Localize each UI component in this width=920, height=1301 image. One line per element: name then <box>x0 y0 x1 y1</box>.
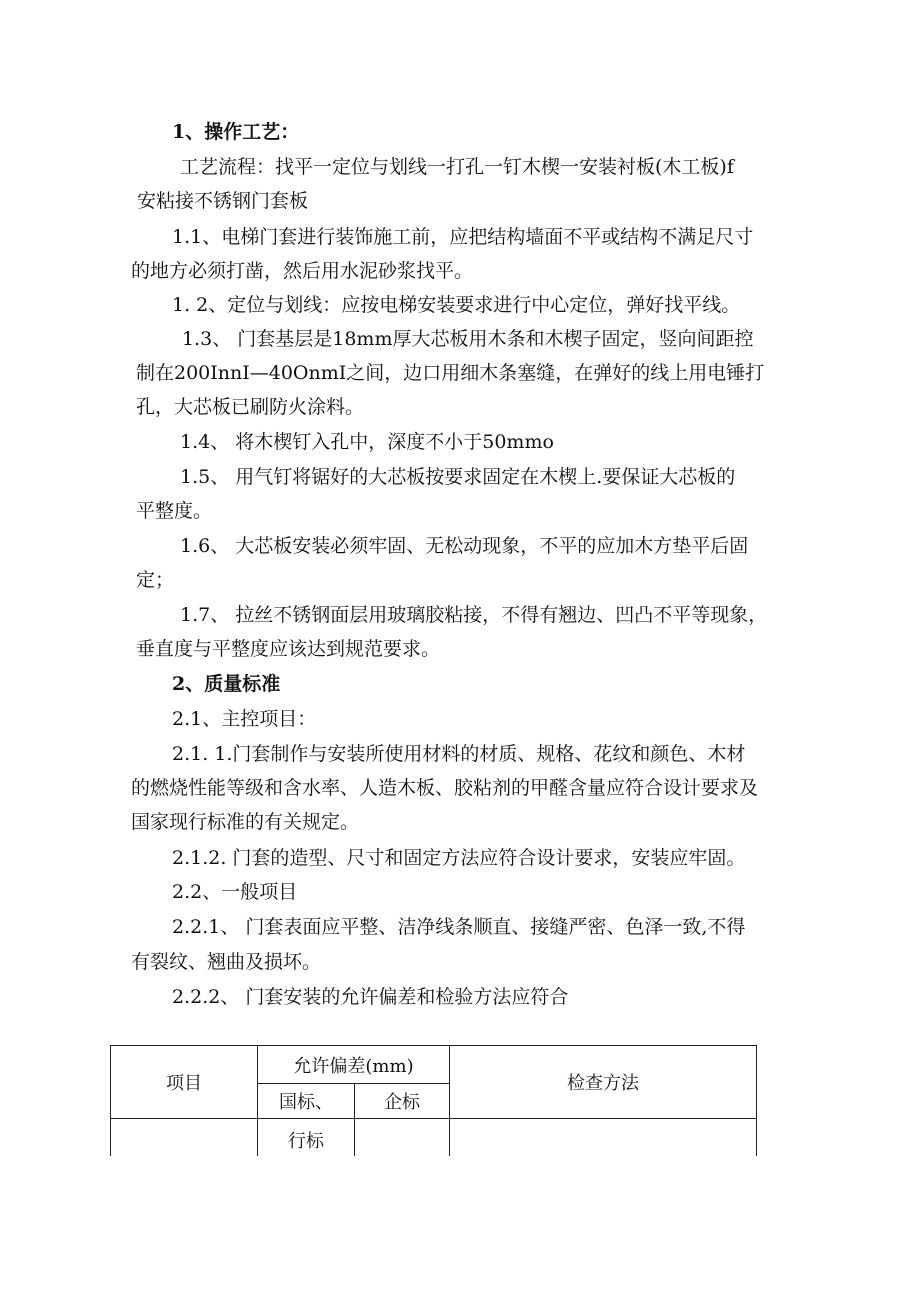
paragraph-line: 2.2.1、 门套表面应平整、洁净线条顺直、接缝严密、色泽一致,不得 <box>172 916 746 938</box>
paragraph-line: 国家现行标准的有关规定。 <box>131 811 360 833</box>
subheader-national: 国标、 <box>258 1084 355 1119</box>
table-cell <box>111 1119 258 1157</box>
paragraph-line: 垂直度与平整度应该达到规范要求。 <box>136 638 441 660</box>
table-cell <box>450 1119 757 1157</box>
paragraph-line: 1.6、 大芯板安装必须牢固、无松动现象，不平的应加木方垫平后固 <box>180 535 749 557</box>
paragraph-line: 孔，大芯板已刷防火涂料。 <box>136 396 365 418</box>
tolerance-table <box>110 1045 757 1156</box>
paragraph-line: 1.1、电梯门套进行装饰施工前，应把结构墙面不平或结构不满足尺寸 <box>172 226 754 248</box>
paragraph-line: 1. 2、定位与划线：应按电梯安装要求进行中心定位，弹好找平线。 <box>172 294 741 316</box>
paragraph-line: 定； <box>136 569 175 591</box>
table-cell-industry: 行标 <box>258 1119 355 1157</box>
paragraph-line: 2.1、主控项目： <box>172 708 317 730</box>
paragraph-line: 有裂纹、翘曲及损坏。 <box>131 951 322 973</box>
table-cell <box>355 1119 450 1157</box>
paragraph-line: 制在200InnI—40OnmI之间，边口用细木条塞缝，在弹好的线上用电锤打 <box>136 362 765 384</box>
paragraph-line: 安粘接不锈钢门套板 <box>137 190 309 212</box>
paragraph-line: 工艺流程：找平一定位与划线一打孔一钉木楔一安装衬板(木工板)f <box>180 156 734 178</box>
paragraph-line: 平整度。 <box>136 500 213 522</box>
paragraph-line: 1.5、 用气钉将锯好的大芯板按要求固定在木楔上.要保证大芯板的 <box>180 466 736 488</box>
paragraph-line: 2.2.2、 门套安装的允许偏差和检验方法应符合 <box>172 986 569 1008</box>
paragraph-line: 1.3、 门套基层是18mm厚大芯板用木条和木楔子固定，竖向间距控 <box>182 328 754 350</box>
paragraph-line: 的地方必须打凿，然后用水泥砂浆找平。 <box>131 260 474 282</box>
heading-operation-process: 1、操作工艺： <box>172 121 300 143</box>
header-item: 项目 <box>111 1046 258 1119</box>
paragraph-line: 1.4、 将木楔钉入孔中，深度不小于50mmo <box>180 431 554 453</box>
header-method: 检查方法 <box>450 1046 757 1119</box>
subheader-enterprise: 企标 <box>355 1084 450 1119</box>
paragraph-line: 1.7、 拉丝不锈钢面层用玻璃胶粘接，不得有翘边、凹凸不平等现象， <box>180 604 768 626</box>
heading-quality-standard: 2、质量标准 <box>172 673 281 695</box>
paragraph-line: 的燃烧性能等级和含水率、人造木板、胶粘剂的甲醛含量应符合设计要求及 <box>131 777 759 799</box>
paragraph-line: 2.2、一般项目 <box>172 881 298 903</box>
paragraph-line: 2.1. 1.门套制作与安装所使用材料的材质、规格、花纹和颜色、木材 <box>172 743 746 765</box>
paragraph-line: 2.1.2. 门套的造型、尺寸和固定方法应符合设计要求，安装应牢固。 <box>172 847 746 869</box>
header-tolerance: 允许偏差(mm) <box>258 1046 450 1084</box>
